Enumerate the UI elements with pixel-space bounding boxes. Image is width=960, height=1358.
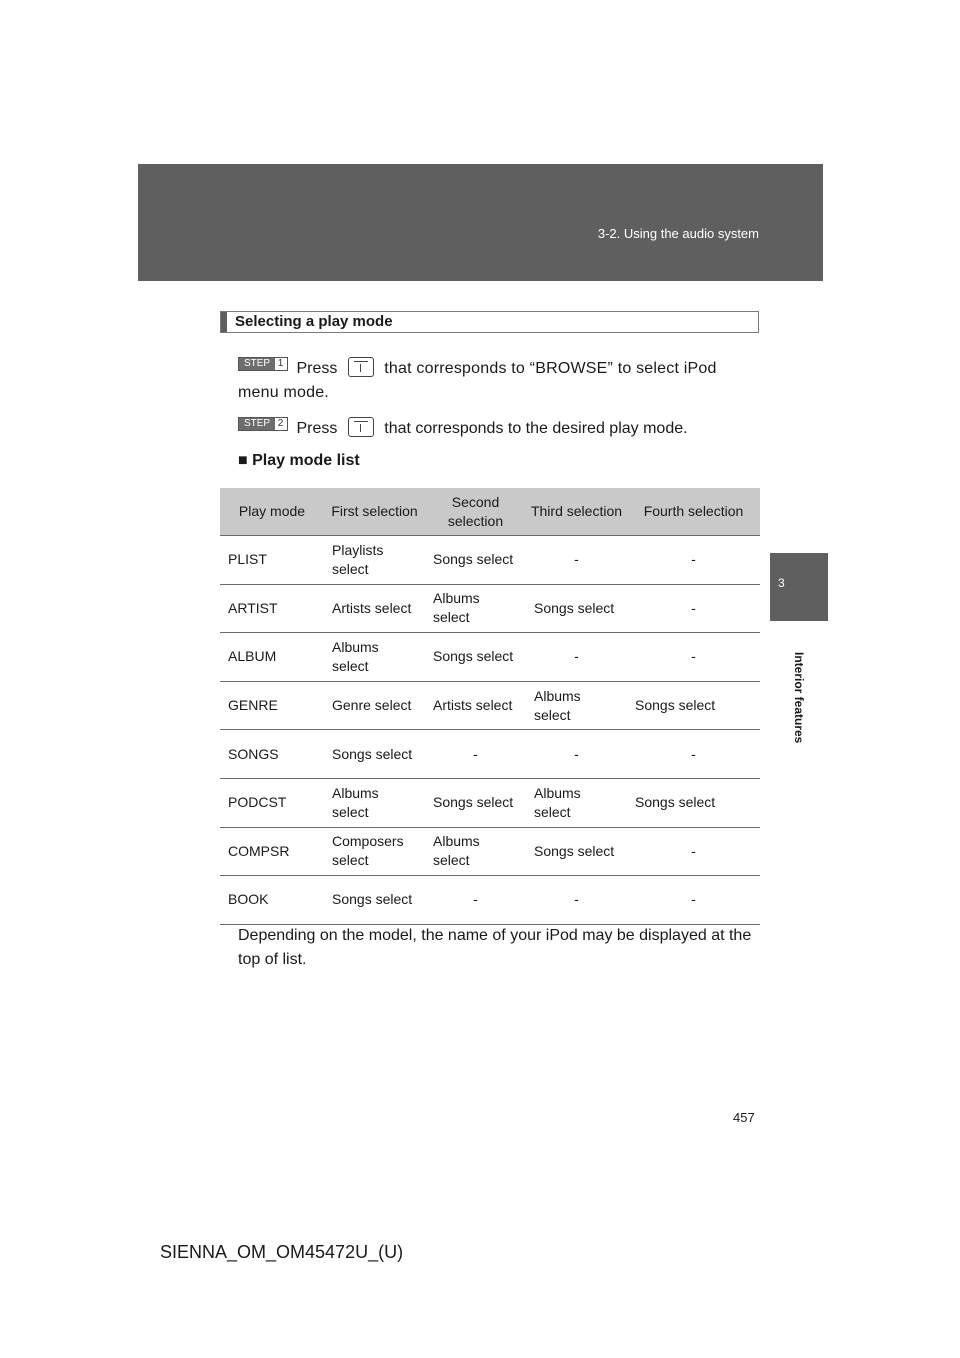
table-cell: Songs select xyxy=(324,876,425,925)
table-cell: BOOK xyxy=(220,876,324,925)
column-header: Second selection xyxy=(425,488,526,536)
table-cell: - xyxy=(526,633,627,682)
document-id: SIENNA_OM_OM45472U_(U) xyxy=(160,1242,404,1262)
section-title: Selecting a play mode xyxy=(220,311,759,333)
table-cell: Songs select xyxy=(425,633,526,682)
table-row xyxy=(220,876,760,925)
table-cell: Songs select xyxy=(627,681,760,730)
table-cell: Composers select xyxy=(324,827,425,876)
step-1 xyxy=(238,357,758,405)
table-row xyxy=(220,536,760,585)
column-header: Third selection xyxy=(526,488,627,536)
step-badge: STEP 1 xyxy=(238,357,288,371)
section-breadcrumb: 3-2. Using the audio system xyxy=(597,226,759,241)
table-cell: Songs select xyxy=(324,730,425,779)
header-band xyxy=(138,164,823,281)
table-cell: Songs select xyxy=(425,536,526,585)
table-cell: PODCST xyxy=(220,778,324,827)
table-cell: PLIST xyxy=(220,536,324,585)
step-2 xyxy=(238,417,758,441)
table-cell: Songs select xyxy=(627,778,760,827)
table-cell: - xyxy=(627,633,760,682)
step-text-after: that corresponds to the desired play mode. xyxy=(384,420,688,437)
table-row xyxy=(220,584,760,633)
table-cell: - xyxy=(627,876,760,925)
table-cell: ARTIST xyxy=(220,584,324,633)
tune-button-icon xyxy=(348,417,374,437)
chapter-label: Interior features xyxy=(792,652,806,744)
table-cell: SONGS xyxy=(220,730,324,779)
column-header: First selection xyxy=(324,488,425,536)
tune-button-icon xyxy=(348,357,374,377)
table-cell: Artists select xyxy=(425,681,526,730)
table-row xyxy=(220,827,760,876)
page-number: 457 xyxy=(733,1110,755,1125)
table-cell: Albums select xyxy=(425,827,526,876)
play-mode-table xyxy=(220,488,760,925)
table-cell: Albums select xyxy=(526,778,627,827)
step-text-before: Press xyxy=(296,360,338,377)
table-cell: Artists select xyxy=(324,584,425,633)
table-cell: Albums select xyxy=(526,681,627,730)
table-cell: - xyxy=(627,584,760,633)
table-cell: Songs select xyxy=(526,827,627,876)
note-text: Depending on the model, the name of your iPod may be displayed at the top of list. xyxy=(238,927,752,968)
table-cell: Playlists select xyxy=(324,536,425,585)
table-cell: - xyxy=(526,730,627,779)
chapter-number: 3 xyxy=(778,576,785,590)
table-cell: - xyxy=(425,730,526,779)
table-cell: - xyxy=(627,827,760,876)
table-cell: Songs select xyxy=(526,584,627,633)
table-row xyxy=(220,633,760,682)
step-text-after: that corresponds to “BROWSE” to select iPod menu mode. xyxy=(238,360,717,401)
table-cell: Genre select xyxy=(324,681,425,730)
table-row xyxy=(220,730,760,779)
table-cell: - xyxy=(526,536,627,585)
table-cell: - xyxy=(526,876,627,925)
table-cell: - xyxy=(425,876,526,925)
step-badge: STEP 2 xyxy=(238,417,288,431)
table-row xyxy=(220,681,760,730)
table-cell: COMPSR xyxy=(220,827,324,876)
step-text-before: Press xyxy=(296,420,338,437)
table-cell: Albums select xyxy=(324,633,425,682)
table-cell: GENRE xyxy=(220,681,324,730)
table-cell: Songs select xyxy=(425,778,526,827)
column-header: Play mode xyxy=(220,488,324,536)
table-cell: - xyxy=(627,536,760,585)
table-cell: Albums select xyxy=(425,584,526,633)
table-cell: ALBUM xyxy=(220,633,324,682)
table-cell: Albums select xyxy=(324,778,425,827)
play-mode-list-heading: ■ Play mode list xyxy=(238,452,360,469)
table-row xyxy=(220,778,760,827)
column-header: Fourth selection xyxy=(627,488,760,536)
table-header-row xyxy=(220,488,760,536)
table-cell: - xyxy=(627,730,760,779)
